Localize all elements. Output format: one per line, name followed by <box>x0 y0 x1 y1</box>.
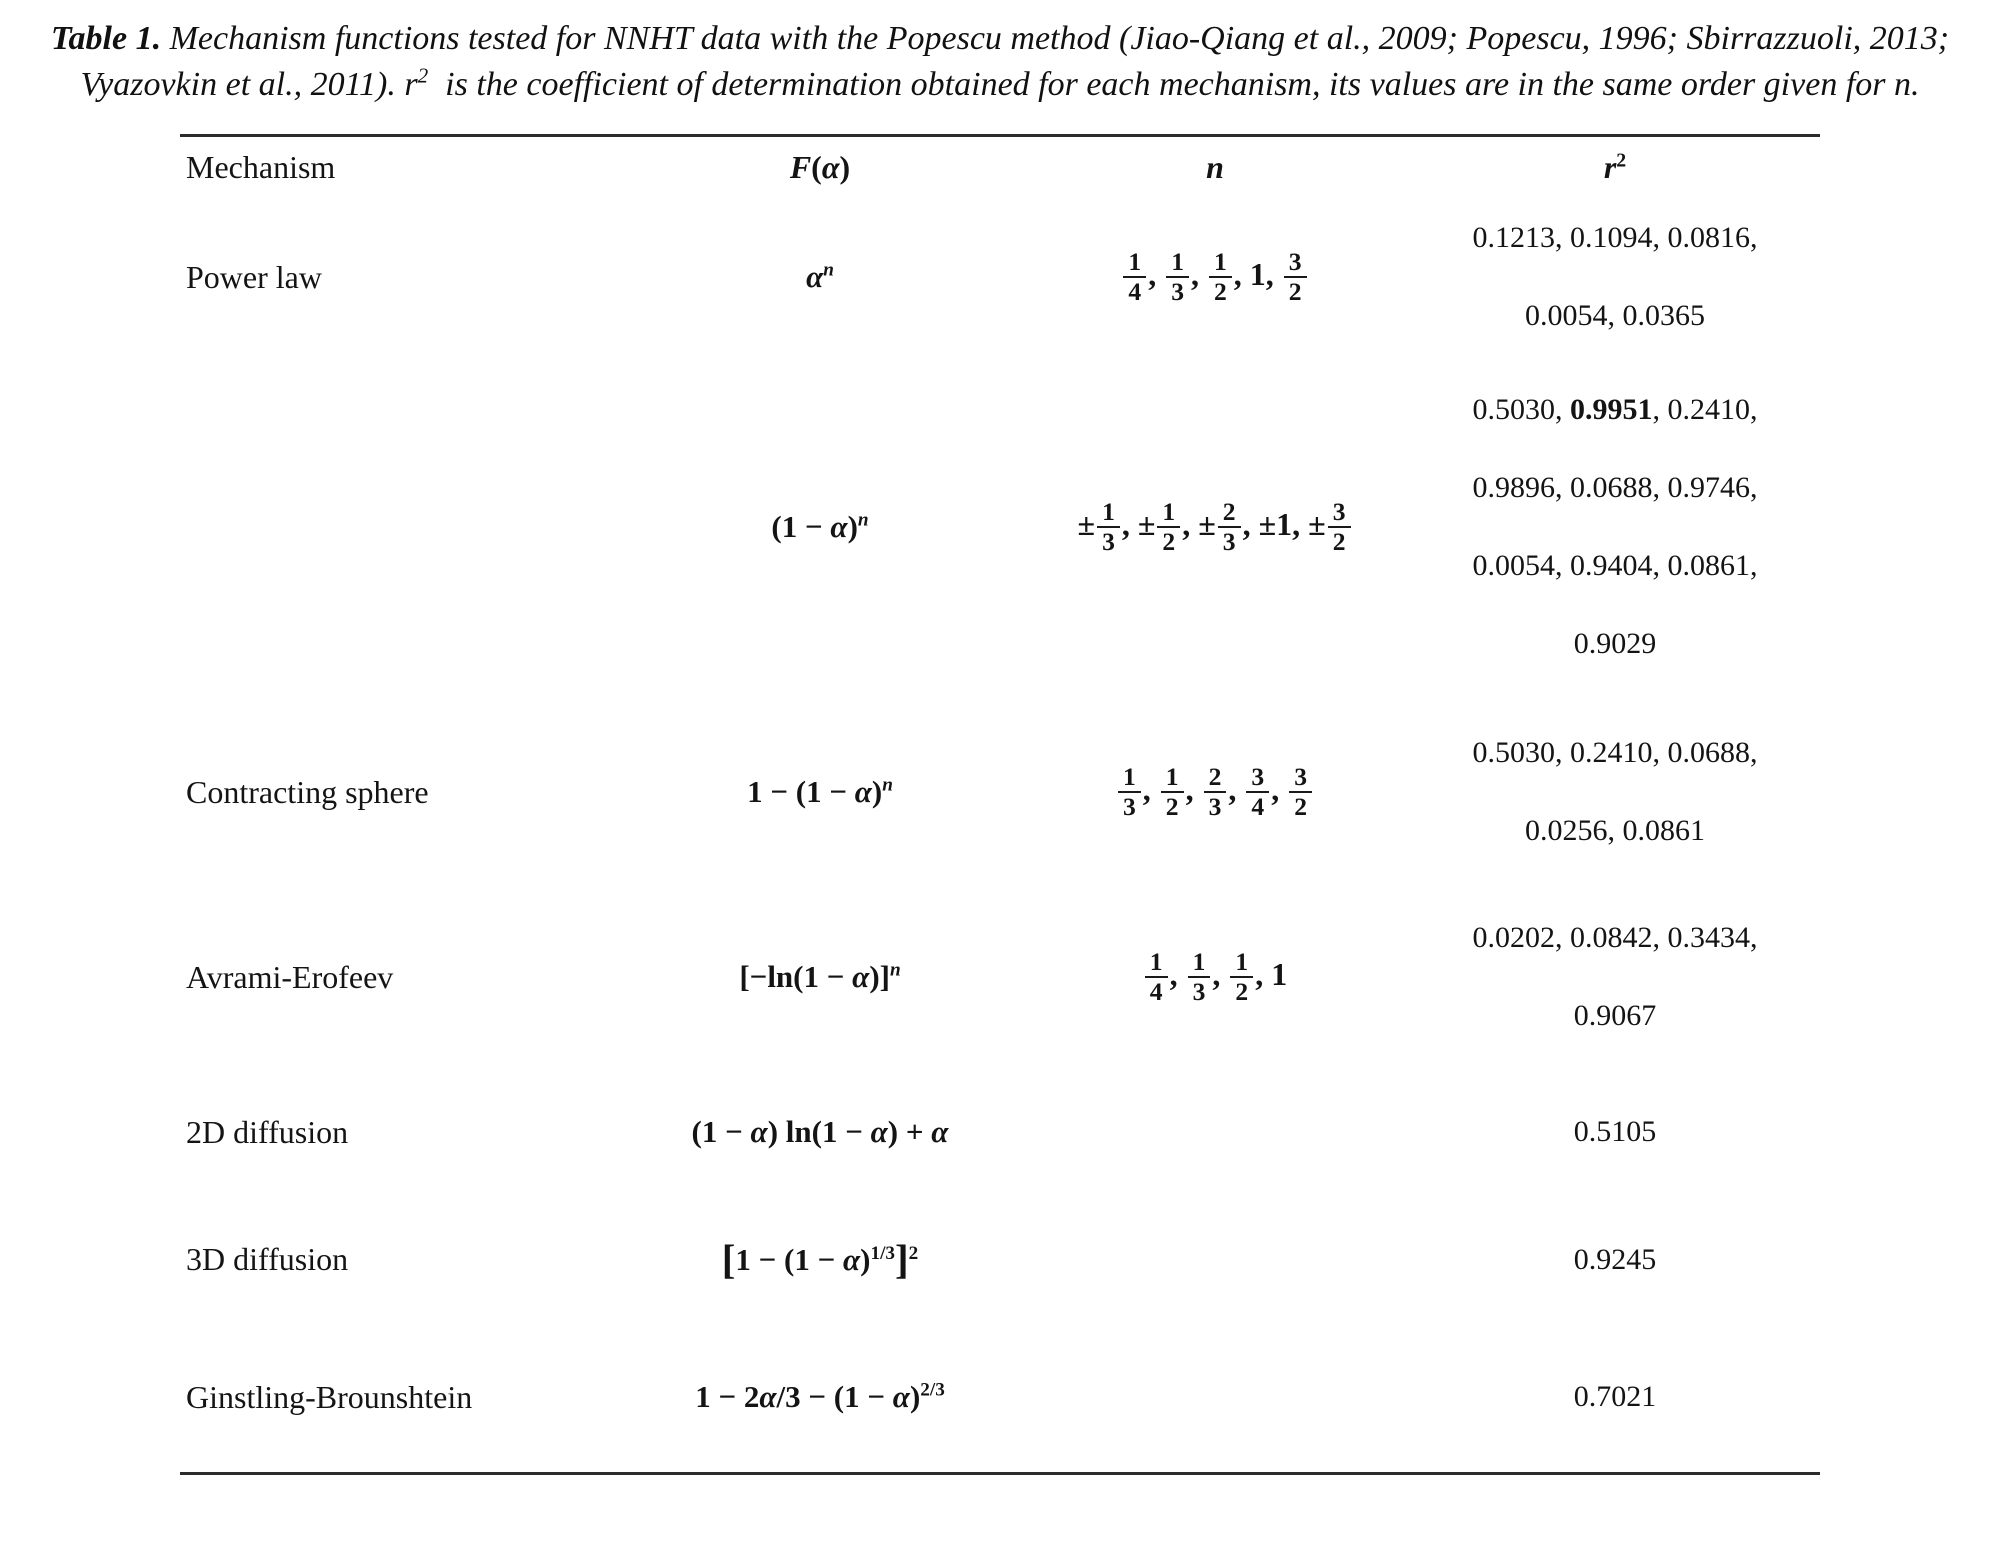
mechanism-cell: Ginstling-Brounshtein <box>186 1378 473 1415</box>
f-alpha-cell: $\alpha^n$ <box>806 259 834 295</box>
r2-cell: 0.5105 <box>1573 1115 1657 1149</box>
header-f-alpha: F(α) <box>789 148 851 185</box>
mechanism-cell: Contracting sphere <box>186 773 429 810</box>
table-row <box>180 357 1820 697</box>
header-mechanism: Mechanism <box>186 148 336 185</box>
f-alpha-cell: $(1 - \alpha)^n$ <box>771 509 869 545</box>
r2-cell: 0.0202, 0.0842, 0.3434, 0.9067 <box>1472 921 1758 1033</box>
r2-cell: 0.1213, 0.1094, 0.0816, 0.0054, 0.0365 <box>1472 221 1758 333</box>
n-cell: $\frac{1}{3}$ , $\frac{1}{2}$ , $\frac{2}{3}$ , $\frac{3}{4}$ , $\frac{3}{2}$ <box>1020 764 1410 822</box>
mechanism-cell: 2D diffusion <box>186 1113 349 1150</box>
f-alpha-cell: $[-\ln(1 - \alpha)]^n$ <box>739 959 901 995</box>
r2-cell: 0.7021 <box>1573 1380 1657 1414</box>
header-n: n <box>1206 148 1224 185</box>
n-cell: $\frac{1}{4}$ , $\frac{1}{3}$ , $\frac{1}{2}$ , 1 <box>1020 949 1410 1007</box>
table-caption: Table 1. Mechanism functions tested for NNHT data with the Popescu method (Jiao-Qiang et al., 2009; Popescu, 1996; Sbirrazzuoli, 2013; Vyazovkin et al., 2011). $r^2$ is the coefficient of determination obtained for each mechanism, its values are in the same order given for n. <box>50 20 1950 104</box>
table-row <box>180 197 1820 357</box>
f-alpha-cell: $1 - (1 - \alpha)^n$ <box>747 774 893 810</box>
n-cell: $\frac{1}{4}$ , $\frac{1}{3}$ , $\frac{1}{2}$ , 1, $\frac{3}{2}$ <box>1020 249 1410 307</box>
f-alpha-cell: (1 − α) ln(1 − α) + α <box>691 1114 949 1150</box>
table-row <box>180 1197 1820 1322</box>
table-row <box>180 1067 1820 1197</box>
f-alpha-cell: $1 - 2\alpha/3 - (1 - \alpha)^{2/3}$ <box>695 1379 945 1415</box>
r2-cell: 0.5030, 0.2410, 0.0688, 0.0256, 0.0861 <box>1472 736 1758 848</box>
mechanism-table <box>180 134 1820 1475</box>
n-cell: ± $\frac{1}{3}$ , ± $\frac{1}{2}$ , ± $\frac{2}{3}$ , ±1, ± $\frac{3}{2}$ <box>1020 499 1410 557</box>
table-row <box>180 1322 1820 1472</box>
table-header-row <box>180 137 1820 197</box>
mechanism-cell: Avrami-Erofeev <box>186 958 394 995</box>
table-row <box>180 887 1820 1067</box>
mechanism-cell: Power law <box>186 258 322 295</box>
table-row <box>180 697 1820 887</box>
r2-cell: 0.9245 <box>1573 1242 1657 1276</box>
f-alpha-cell: $[1 - (1 - \alpha)^{1/3}]^2$ <box>721 1237 919 1283</box>
r2-cell: 0.5030, 0.9951, 0.2410, 0.9896, 0.0688, 0.9746, 0.0054, 0.9404, 0.0861, 0.9029 <box>1472 393 1758 661</box>
mechanism-cell: 3D diffusion <box>186 1241 349 1278</box>
header-r2: $r^2$ <box>1603 149 1627 186</box>
